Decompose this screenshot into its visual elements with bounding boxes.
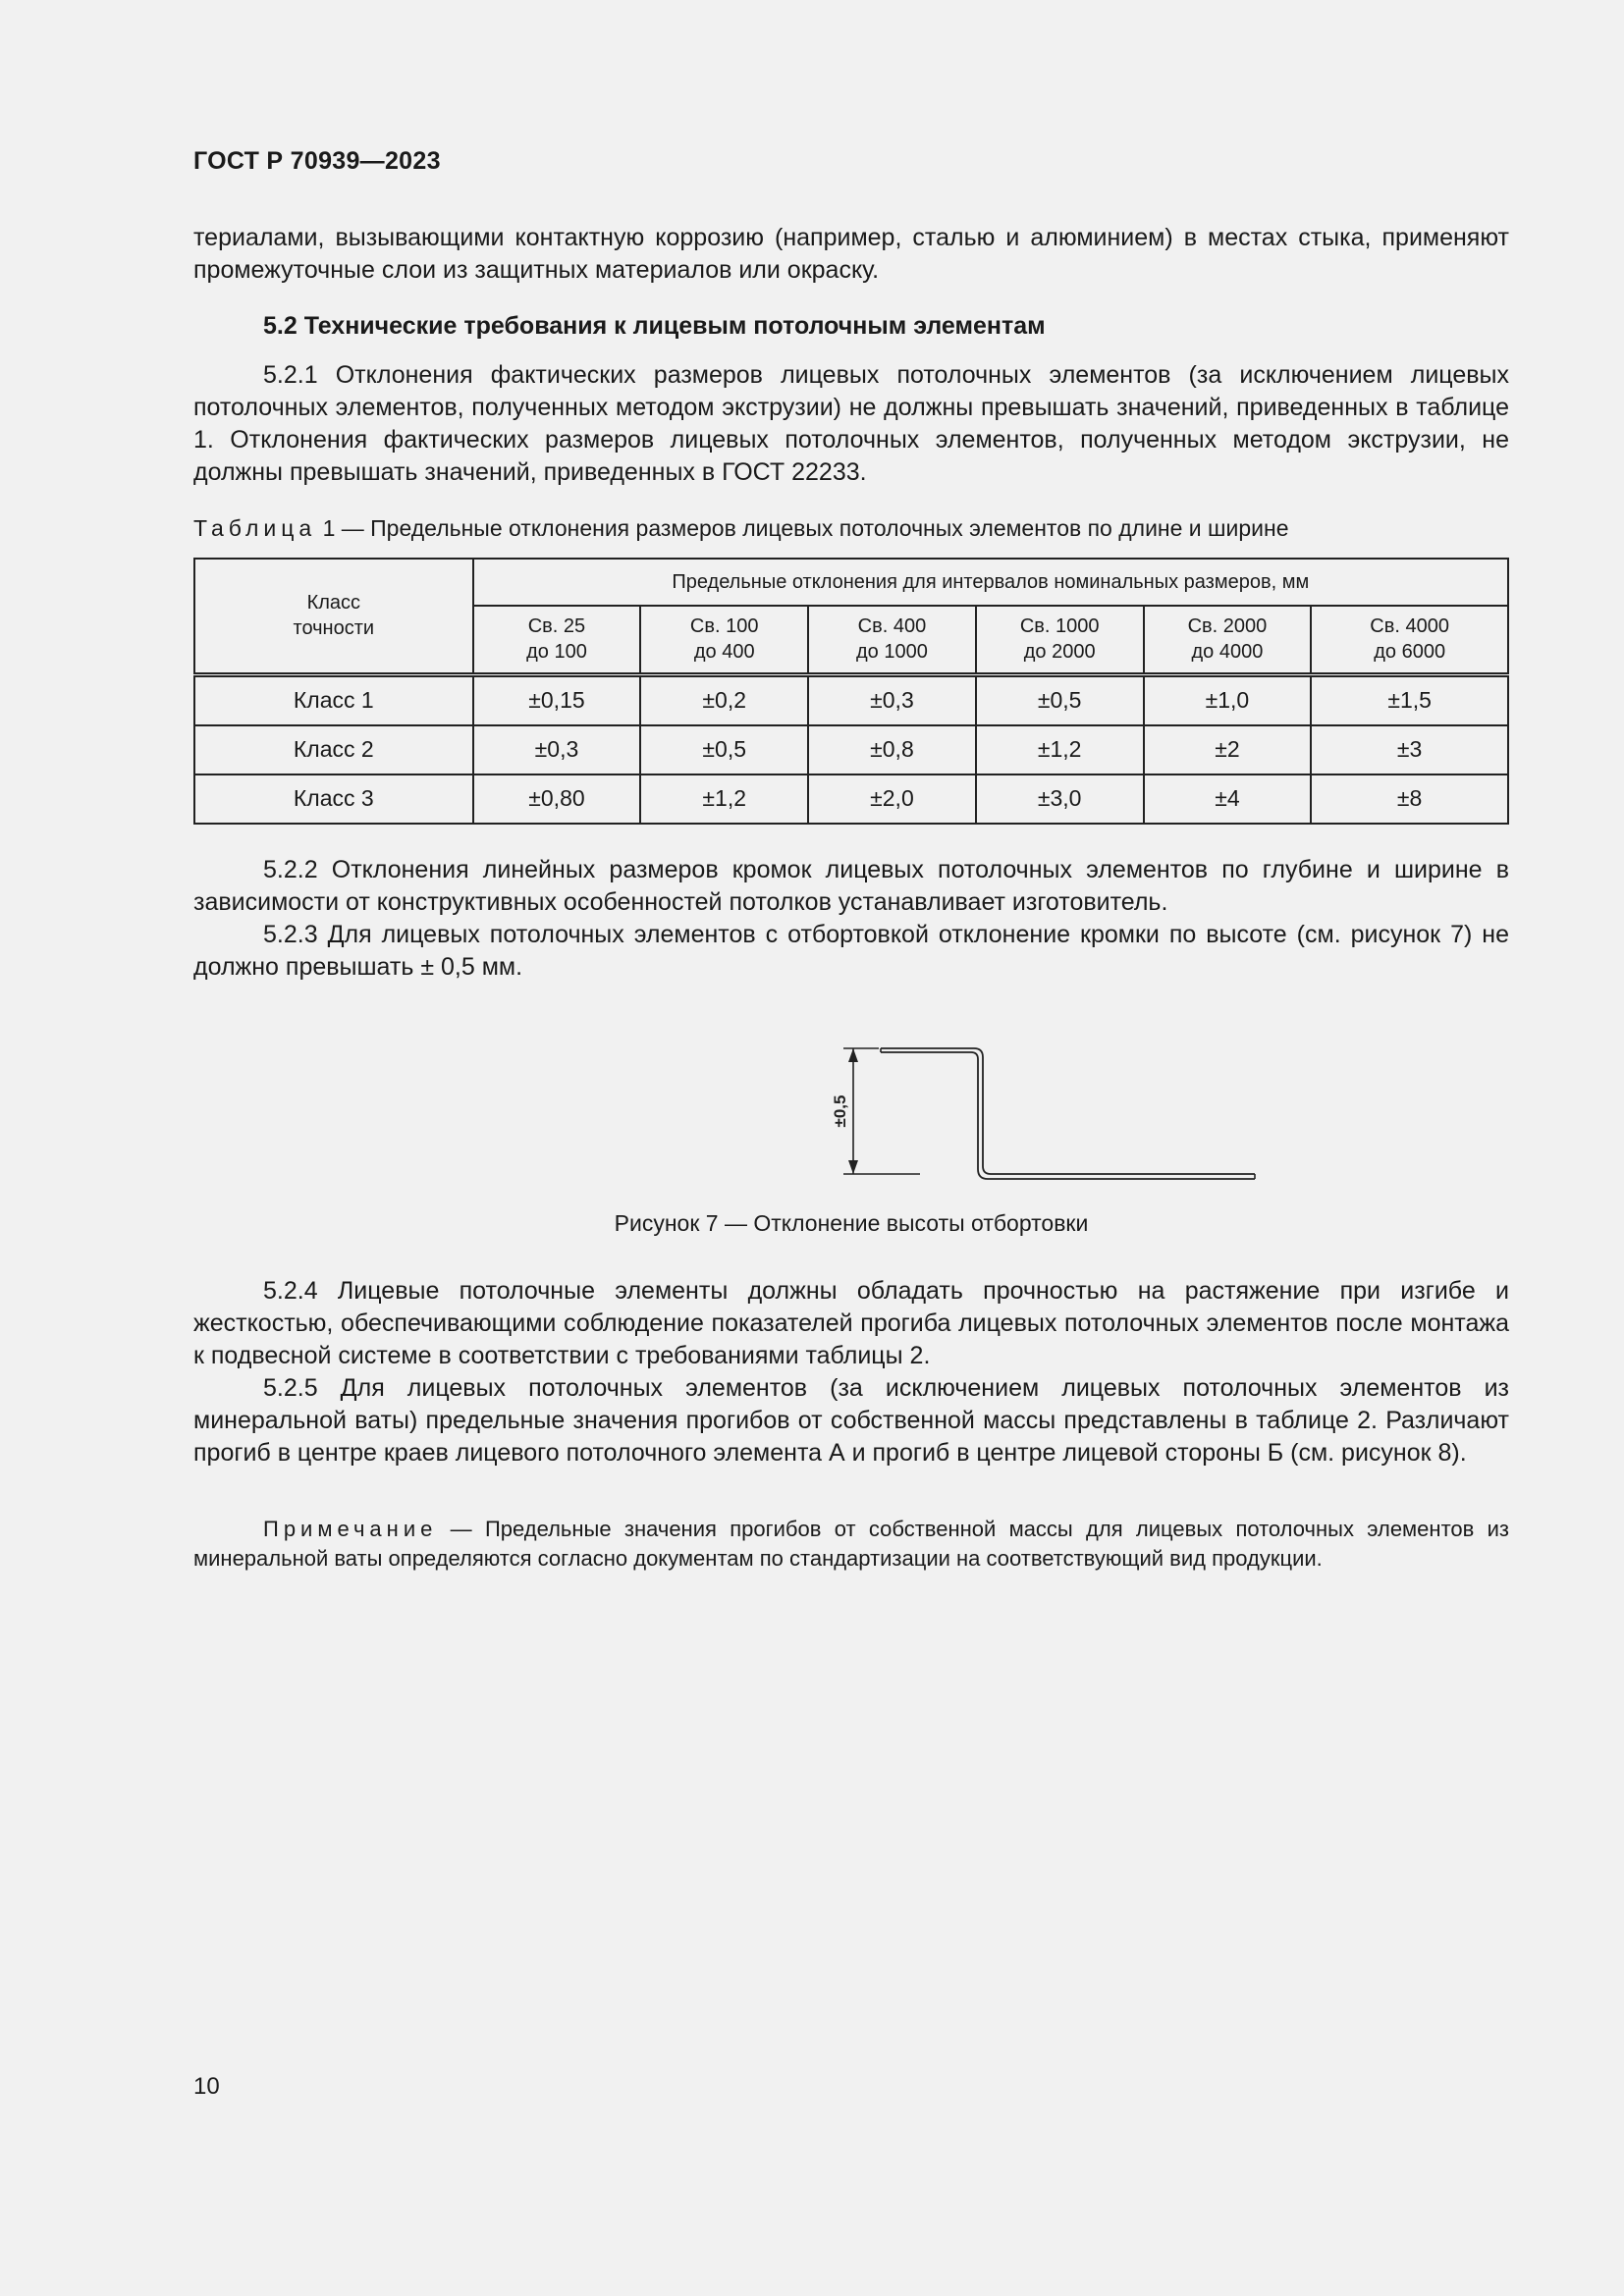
table-cell: ±0,3 — [808, 674, 976, 725]
row-label: Класс 1 — [194, 674, 473, 725]
page-number: 10 — [193, 2073, 220, 2100]
paragraph-5-2-1: 5.2.1 Отклонения фактических размеров лицевых потолочных элементов (за исключением лицевых потолочных элементов, полученных методом экструзии) не должны превышать значений, приведенных в таблице 1. Отклонения фактических размеров лицевых потолочных элементов, полученных методом экструзии, не должны превышать значений, приведенных в ГОСТ 22233. — [193, 361, 1509, 486]
document-header: ГОСТ Р 70939—2023 — [193, 147, 441, 175]
paragraph-5-2-4: 5.2.4 Лицевые потолочные элементы должны обладать прочностью на растяжение при изгибе и жесткостью, обеспечивающими соблюдение показателей прогиба лицевых потолочных элементов после монтажа к подвесной системе в соответствии с требованиями таблицы 2. — [193, 1277, 1509, 1369]
table-cell: ±0,15 — [473, 674, 641, 725]
paragraph-5-2-2: 5.2.2 Отклонения линейных размеров кромок лицевых потолочных элементов по глубине и ширине в зависимости от конструктивных особенностей потолков устанавливает изготовитель. — [193, 856, 1509, 916]
table-cell: ±0,2 — [640, 674, 808, 725]
arrow-top — [848, 1048, 858, 1062]
table-caption — [193, 515, 1288, 542]
column-header: Св. 1000 до 2000 — [976, 606, 1144, 674]
tolerance-table — [193, 558, 1509, 825]
note-label: Примечание — [263, 1517, 438, 1541]
table-caption-label: Таблица — [193, 515, 317, 541]
figure-caption: Рисунок 7 — Отклонение высоты отбортовки — [614, 1210, 1089, 1236]
column-header: Св. 2000 до 4000 — [1144, 606, 1312, 674]
table-cell: ±0,5 — [640, 725, 808, 774]
class-header: Класс точности — [194, 559, 473, 674]
flange-deviation-figure — [783, 1031, 1273, 1188]
column-header: Св. 25 до 100 — [473, 606, 641, 674]
table-cell: ±1,0 — [1144, 674, 1312, 725]
table-cell: ±3,0 — [976, 774, 1144, 824]
group-header: Предельные отклонения для интервалов номинальных размеров, мм — [473, 559, 1508, 606]
table-cell: ±3 — [1311, 725, 1508, 774]
column-header: Св. 100 до 400 — [640, 606, 808, 674]
table-row — [194, 674, 1508, 725]
table-cell: ±4 — [1144, 774, 1312, 824]
table-cell: ±1,5 — [1311, 674, 1508, 725]
table-cell: ±2 — [1144, 725, 1312, 774]
table-cell: ±8 — [1311, 774, 1508, 824]
dimension-label: ±0,5 — [831, 1095, 849, 1128]
profile-outer — [881, 1048, 1255, 1174]
column-header: Св. 400 до 1000 — [808, 606, 976, 674]
table-row — [194, 725, 1508, 774]
table-cell: ±1,2 — [640, 774, 808, 824]
column-header: Св. 4000 до 6000 — [1311, 606, 1508, 674]
table-cell: ±1,2 — [976, 725, 1144, 774]
row-label: Класс 3 — [194, 774, 473, 824]
note-text: — Предельные значения прогибов от собственной массы для лицевых потолочных элементов из минеральной ваты определяются согласно документам по стандартизации на соответствующий вид продукции. — [193, 1517, 1509, 1571]
profile-inner — [881, 1052, 1255, 1179]
paragraph-5-2-5: 5.2.5 Для лицевых потолочных элементов (за исключением лицевых потолочных элементов из минеральной ваты) предельные значения прогибов от собственной массы представлены в таблице 2. Различают прогиб в центре краев лицевого потолочного элемента А и прогиб в центре лицевой стороны Б (см. рисунок 8). — [193, 1374, 1509, 1467]
paragraph-5-2-3: 5.2.3 Для лицевых потолочных элементов с отбортовкой отклонение кромки по высоте (см. рисунок 7) не должно превышать ± 0,5 мм. — [193, 921, 1509, 981]
intro-paragraph: териалами, вызывающими контактную коррозию (например, сталью и алюминием) в местах стыка, применяют промежуточные слои из защитных материалов или окраску. — [193, 224, 1509, 284]
table-cell: ±0,80 — [473, 774, 641, 824]
table-caption-text: 1 — Предельные отклонения размеров лицевых потолочных элементов по длине и ширине — [322, 515, 1289, 541]
arrow-bottom — [848, 1160, 858, 1174]
note — [193, 1515, 1509, 1574]
table-cell: ±0,5 — [976, 674, 1144, 725]
row-label: Класс 2 — [194, 725, 473, 774]
section-title: 5.2 Технические требования к лицевым потолочным элементам — [263, 312, 1046, 340]
table-cell: ±0,8 — [808, 725, 976, 774]
table-cell: ±0,3 — [473, 725, 641, 774]
table-row — [194, 774, 1508, 824]
table-cell: ±2,0 — [808, 774, 976, 824]
